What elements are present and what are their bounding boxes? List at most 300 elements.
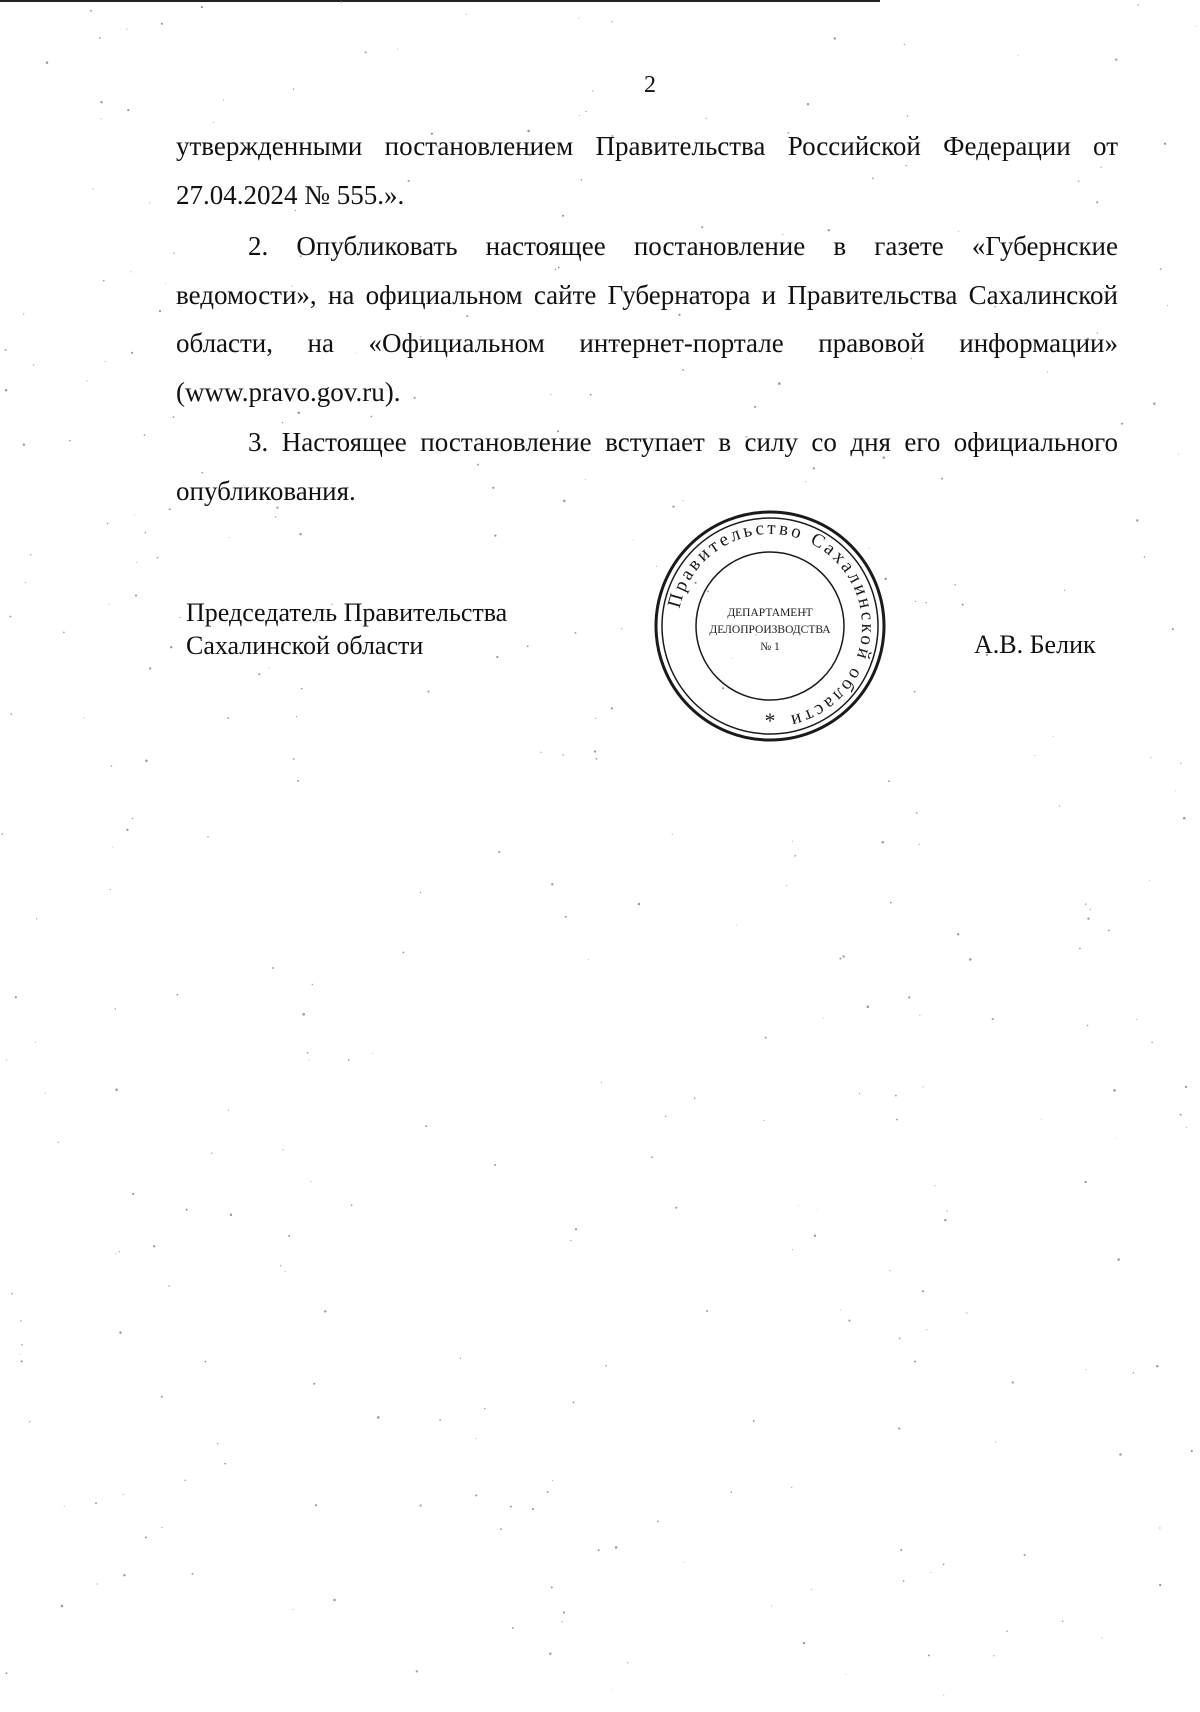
- scan-noise-speck: [149, 667, 151, 669]
- scan-noise-speck: [922, 1086, 923, 1087]
- scan-noise-speck: [532, 1508, 534, 1510]
- scan-noise-speck: [99, 37, 101, 39]
- scan-noise-speck: [168, 1285, 169, 1286]
- scan-noise-speck: [115, 1089, 118, 1092]
- scan-noise-speck: [293, 88, 294, 89]
- page-number: 2: [644, 72, 656, 98]
- scan-noise-speck: [285, 1271, 286, 1272]
- scan-noise-speck: [136, 562, 137, 563]
- scan-noise-speck: [957, 933, 959, 935]
- scan-noise-speck: [333, 1599, 336, 1602]
- scan-noise-speck: [1185, 1086, 1187, 1088]
- scan-noise-speck: [890, 1270, 891, 1271]
- scan-noise-speck: [595, 718, 596, 719]
- scan-noise-speck: [36, 918, 37, 919]
- scan-noise-speck: [1172, 628, 1174, 630]
- scan-noise-speck: [792, 841, 793, 842]
- scan-noise-speck: [227, 717, 229, 719]
- scan-noise-speck: [149, 202, 150, 203]
- scan-noise-speck: [1159, 1584, 1161, 1586]
- scan-noise-speck: [562, 754, 563, 755]
- scan-noise-speck: [1153, 402, 1155, 404]
- scan-noise-speck: [45, 1093, 46, 1094]
- scan-noise-speck: [1175, 791, 1176, 792]
- scan-noise-speck: [527, 645, 529, 647]
- document-body: [176, 122, 1118, 517]
- scan-noise-speck: [946, 1210, 947, 1211]
- scan-noise-speck: [153, 1245, 155, 1247]
- scan-noise-speck: [930, 1572, 931, 1573]
- scan-noise-speck: [308, 1060, 309, 1061]
- scan-noise-speck: [425, 1125, 427, 1127]
- scan-noise-speck: [890, 902, 892, 904]
- scan-noise-speck: [484, 1408, 486, 1410]
- scan-noise-speck: [811, 1589, 812, 1590]
- scan-noise-speck: [1, 833, 3, 835]
- scan-noise-speck: [416, 1670, 418, 1672]
- scan-noise-speck: [313, 1383, 315, 1385]
- scan-noise-speck: [63, 631, 65, 633]
- scan-noise-speck: [907, 115, 909, 117]
- scan-noise-speck: [1059, 805, 1060, 806]
- scan-noise-speck: [798, 1205, 799, 1206]
- scan-noise-speck: [161, 1527, 162, 1528]
- scan-noise-speck: [293, 758, 295, 760]
- scan-noise-speck: [192, 1573, 194, 1575]
- scan-noise-speck: [95, 1502, 97, 1504]
- scan-noise-speck: [1183, 817, 1186, 820]
- scan-noise-speck: [763, 1120, 764, 1121]
- scan-noise-speck: [552, 1480, 553, 1481]
- scan-noise-speck: [1090, 909, 1091, 910]
- paragraph-effective-date: 3. Настоящее постановление вступает в силу со дня его официального опубликования.: [176, 427, 1118, 506]
- scan-noise-speck: [926, 602, 927, 603]
- scan-noise-speck: [888, 780, 890, 782]
- scan-noise-speck: [918, 844, 919, 845]
- scan-noise-speck: [565, 916, 567, 918]
- scan-noise-speck: [1117, 1258, 1120, 1261]
- scan-noise-speck: [944, 1219, 946, 1221]
- scan-noise-speck: [58, 1142, 59, 1143]
- scan-noise-speck: [21, 1344, 23, 1346]
- scan-noise-speck: [512, 1627, 514, 1629]
- scan-noise-speck: [794, 855, 796, 857]
- scan-noise-speck: [771, 1606, 772, 1607]
- scan-noise-speck: [6, 1672, 8, 1674]
- scan-noise-speck: [297, 780, 299, 782]
- scan-noise-speck: [694, 1097, 696, 1099]
- scan-noise-speck: [494, 534, 496, 536]
- scan-noise-speck: [108, 604, 109, 605]
- scan-noise-speck: [510, 1506, 512, 1508]
- scan-noise-speck: [675, 1207, 677, 1209]
- scan-noise-speck: [348, 1059, 350, 1061]
- scan-noise-speck: [126, 829, 128, 831]
- scan-noise-speck: [627, 1662, 628, 1663]
- scan-noise-speck: [683, 1562, 684, 1563]
- scan-noise-speck: [84, 717, 85, 718]
- scan-noise-speck: [130, 271, 131, 272]
- scan-noise-speck: [61, 1605, 64, 1608]
- scan-noise-speck: [1149, 880, 1150, 881]
- scan-noise-speck: [201, 6, 203, 8]
- scan-noise-speck: [111, 765, 112, 766]
- scan-noise-speck: [217, 1443, 218, 1444]
- scan-noise-speck: [914, 691, 916, 693]
- scan-noise-speck: [807, 103, 809, 105]
- scan-noise-speck: [578, 17, 579, 18]
- scan-noise-speck: [547, 1491, 549, 1493]
- scan-noise-speck: [549, 1653, 551, 1655]
- scan-noise-speck: [706, 118, 707, 119]
- scan-noise-speck: [23, 313, 24, 314]
- scan-noise-speck: [144, 434, 146, 436]
- scan-noise-speck: [1062, 1620, 1063, 1621]
- scan-noise-speck: [134, 514, 135, 515]
- seal-star-icon: *: [764, 708, 776, 733]
- scan-noise-speck: [104, 361, 105, 362]
- scan-noise-speck: [1178, 454, 1179, 455]
- scan-noise-speck: [123, 1494, 124, 1495]
- scan-noise-speck: [792, 1249, 793, 1250]
- scan-noise-speck: [1053, 736, 1054, 737]
- scan-noise-speck: [21, 1360, 23, 1362]
- scan-noise-speck: [177, 994, 179, 996]
- scan-noise-speck: [848, 1320, 850, 1322]
- scan-noise-speck: [786, 885, 787, 886]
- scan-noise-speck: [928, 1654, 930, 1656]
- scan-noise-speck: [1035, 755, 1036, 756]
- scan-noise-speck: [573, 1401, 575, 1403]
- scan-noise-speck: [372, 1053, 373, 1054]
- scan-noise-speck: [100, 101, 102, 103]
- scan-noise-speck: [834, 37, 836, 39]
- scan-noise-speck: [25, 582, 26, 583]
- scan-noise-speck: [1024, 1554, 1026, 1556]
- scan-noise-speck: [145, 532, 147, 534]
- scan-noise-speck: [579, 115, 580, 116]
- scan-noise-speck: [922, 1290, 924, 1292]
- scan-noise-speck: [1196, 26, 1197, 27]
- scan-noise-speck: [570, 1240, 571, 1241]
- scan-noise-speck: [186, 1209, 188, 1211]
- scan-noise-speck: [895, 1095, 897, 1097]
- scan-noise-speck: [1180, 1114, 1182, 1116]
- scan-noise-speck: [296, 716, 297, 717]
- scan-noise-speck: [20, 1320, 22, 1322]
- scan-noise-speck: [69, 440, 71, 442]
- scan-noise-speck: [1108, 930, 1110, 932]
- scan-noise-speck: [1186, 1127, 1187, 1128]
- scan-noise-speck: [1115, 58, 1117, 60]
- scan-noise-speck: [611, 707, 613, 709]
- scan-noise-speck: [439, 1419, 441, 1421]
- scan-noise-speck: [900, 1549, 902, 1551]
- scan-noise-speck: [365, 51, 367, 53]
- scan-noise-speck: [87, 380, 88, 381]
- scan-noise-speck: [29, 1421, 30, 1422]
- scan-noise-speck: [145, 1537, 147, 1539]
- scan-noise-speck: [966, 1312, 967, 1313]
- scan-noise-speck: [575, 632, 577, 634]
- scan-noise-speck: [397, 49, 398, 50]
- scan-noise-speck: [898, 1428, 900, 1430]
- scan-noise-speck: [301, 688, 303, 690]
- scan-noise-speck: [1164, 143, 1166, 145]
- scan-noise-speck: [173, 416, 175, 418]
- scan-noise-speck: [127, 109, 129, 111]
- scan-noise-speck: [1150, 757, 1151, 758]
- scan-noise-speck: [103, 280, 105, 282]
- scan-noise-speck: [943, 1695, 944, 1696]
- scan-noise-speck: [132, 1193, 134, 1195]
- scan-noise-speck: [126, 29, 127, 30]
- scan-noise-speck: [377, 1416, 380, 1419]
- scan-noise-speck: [657, 1521, 659, 1523]
- scan-noise-speck: [33, 364, 34, 365]
- scan-noise-speck: [115, 1253, 116, 1254]
- scan-noise-speck: [351, 1204, 353, 1206]
- scan-noise-speck: [992, 1018, 994, 1020]
- scan-noise-speck: [299, 533, 301, 535]
- scan-noise-speck: [765, 1037, 767, 1039]
- scan-noise-speck: [867, 1006, 870, 1009]
- scan-noise-speck: [15, 996, 17, 998]
- scan-noise-speck: [1136, 519, 1138, 521]
- scan-noise-speck: [943, 1564, 945, 1566]
- scan-noise-speck: [621, 628, 622, 629]
- scan-noise-speck: [10, 713, 12, 715]
- scan-noise-speck: [5, 349, 7, 351]
- scan-noise-speck: [157, 557, 159, 559]
- scan-noise-speck: [324, 1310, 326, 1312]
- scan-noise-speck: [1144, 556, 1146, 558]
- scan-noise-speck: [427, 691, 429, 693]
- scan-noise-speck: [159, 310, 161, 312]
- scan-noise-speck: [184, 1480, 186, 1482]
- scan-noise-speck: [165, 283, 166, 284]
- paragraph-publication: 2. Опубликовать настоящее постановление в газете «Губернские ведомости», на официальном сайте Губернатора и Правительства Сахалинской области, на «Официальном интернет-портале правовой информации» (www.pravo.gov.ru).: [176, 231, 1118, 407]
- scan-noise-speck: [1167, 305, 1168, 306]
- scan-noise-speck: [1087, 1025, 1089, 1027]
- scan-noise-speck: [736, 924, 737, 925]
- scan-noise-speck: [706, 1310, 708, 1312]
- scan-noise-speck: [475, 1494, 477, 1496]
- scan-noise-speck: [272, 967, 274, 969]
- scan-noise-speck: [551, 883, 553, 885]
- seal-center-line-1: ДЕПАРТАМЕНТ: [727, 607, 813, 619]
- scan-noise-speck: [6, 1060, 7, 1061]
- scan-noise-speck: [753, 1420, 755, 1422]
- scan-noise-speck: [563, 1612, 565, 1614]
- scan-noise-speck: [1006, 1631, 1008, 1633]
- scan-noise-speck: [169, 508, 171, 510]
- scan-noise-speck: [112, 847, 113, 848]
- scan-noise-speck: [962, 604, 964, 606]
- scan-noise-speck: [223, 99, 224, 100]
- scan-noise-speck: [420, 892, 421, 893]
- scan-noise-speck: [915, 601, 916, 602]
- scan-noise-speck: [420, 1504, 422, 1506]
- signatory-position-line-1: Председатель Правительства: [186, 598, 508, 627]
- scan-noise-speck: [204, 1361, 206, 1363]
- scan-noise-speck: [145, 759, 148, 762]
- scan-noise-speck: [1136, 1019, 1137, 1020]
- scan-noise-speck: [310, 1181, 311, 1182]
- scan-noise-speck: [315, 1504, 317, 1506]
- scan-noise-speck: [1160, 268, 1162, 270]
- scan-noise-speck: [881, 841, 884, 844]
- scan-noise-speck: [575, 1228, 577, 1230]
- scan-noise-speck: [498, 851, 500, 853]
- paragraph-continuation: утвержденными постановлением Правительства Российской Федерации от 27.04.2024 № 555.».: [176, 131, 1118, 210]
- scan-noise-speck: [283, 1149, 284, 1150]
- scan-noise-speck: [611, 1689, 612, 1690]
- scan-noise-speck: [605, 1365, 607, 1367]
- scan-noise-speck: [846, 1674, 847, 1675]
- scan-noise-speck: [840, 1310, 841, 1311]
- scan-noise-speck: [633, 539, 634, 540]
- scan-noise-speck: [460, 1358, 461, 1359]
- scan-noise-speck: [914, 1360, 916, 1362]
- scan-noise-speck: [119, 1251, 120, 1252]
- scan-noise-speck: [224, 1463, 226, 1465]
- scan-noise-speck: [588, 959, 589, 960]
- scan-noise-speck: [280, 1265, 281, 1266]
- scan-noise-speck: [1012, 1381, 1014, 1383]
- scan-noise-speck: [601, 1082, 602, 1083]
- scan-noise-speck: [93, 189, 94, 190]
- scan-noise-speck: [258, 673, 260, 675]
- scan-noise-speck: [402, 951, 404, 953]
- scan-noise-speck: [1113, 1089, 1116, 1092]
- scan-noise-speck: [9, 616, 11, 618]
- scan-noise-speck: [500, 1528, 502, 1530]
- scan-noise-speck: [665, 1115, 667, 1117]
- scan-noise-speck: [341, 1, 343, 3]
- scan-noise-speck: [969, 958, 972, 961]
- scan-noise-speck: [611, 21, 612, 22]
- scan-noise-speck: [123, 1574, 125, 1576]
- scan-noise-speck: [207, 836, 209, 838]
- scan-noise-speck: [110, 889, 111, 890]
- scan-noise-speck: [35, 1042, 36, 1043]
- scan-noise-speck: [540, 752, 541, 753]
- scan-noise-speck: [823, 1018, 824, 1019]
- scan-noise-speck: [211, 1153, 212, 1154]
- scan-noise-speck: [995, 1442, 996, 1443]
- scan-noise-speck: [903, 1580, 905, 1582]
- scan-noise-speck: [561, 1621, 562, 1622]
- scan-noise-speck: [1085, 1369, 1086, 1370]
- scan-noise-speck: [46, 61, 49, 64]
- scan-noise-speck: [1018, 55, 1019, 56]
- scan-noise-speck: [1084, 1181, 1086, 1183]
- scan-noise-speck: [1041, 1119, 1042, 1120]
- scan-noise-speck: [97, 1583, 98, 1584]
- scan-noise-speck: [899, 1338, 901, 1340]
- scan-noise-speck: [1087, 917, 1089, 919]
- scan-noise-speck: [908, 996, 910, 998]
- scan-noise-speck: [803, 1642, 805, 1644]
- scan-noise-speck: [107, 523, 109, 525]
- scan-noise-speck: [1101, 1637, 1102, 1638]
- scan-noise-speck: [1151, 1042, 1152, 1043]
- scan-noise-speck: [101, 118, 102, 119]
- scan-noise-speck: [843, 955, 845, 957]
- scan-noise-speck: [228, 1109, 229, 1110]
- scan-noise-speck: [90, 10, 92, 12]
- scan-noise-speck: [1156, 1365, 1158, 1367]
- scan-noise-speck: [896, 1119, 898, 1121]
- scan-noise-speck: [839, 957, 841, 959]
- scan-noise-speck: [1079, 948, 1081, 950]
- scan-noise-speck: [307, 1052, 309, 1054]
- scan-noise-speck: [466, 14, 467, 15]
- scan-noise-speck: [904, 44, 905, 45]
- scan-noise-speck: [161, 1396, 163, 1398]
- scan-noise-speck: [993, 1655, 994, 1656]
- scan-noise-speck: [919, 1015, 920, 1016]
- scan-noise-speck: [302, 1013, 305, 1016]
- scan-noise-speck: [551, 1586, 553, 1588]
- scan-noise-speck: [1159, 1527, 1160, 1528]
- scan-noise-speck: [312, 984, 313, 985]
- seal-center-line-3: № 1: [760, 641, 780, 653]
- scan-noise-speck: [161, 23, 163, 25]
- scan-noise-speck: [731, 1491, 733, 1493]
- scan-noise-speck: [1138, 4, 1139, 5]
- signatory-position-line-2: Сахалинской области: [186, 631, 424, 660]
- scan-noise-speck: [179, 617, 180, 618]
- scan-noise-speck: [817, 1209, 818, 1210]
- scan-noise-speck: [293, 1609, 294, 1610]
- scan-noise-speck: [1085, 903, 1087, 905]
- scan-noise-speck: [859, 1093, 860, 1094]
- scan-noise-speck: [916, 812, 918, 814]
- seal-outer-text: Правительство Сахалинской области: [663, 517, 879, 733]
- scan-noise-speck: [23, 444, 25, 446]
- official-seal: [650, 506, 890, 746]
- scan-noise-speck: [638, 903, 641, 906]
- scan-noise-speck: [598, 1549, 600, 1551]
- scan-noise-speck: [20, 1354, 21, 1355]
- scan-noise-speck: [954, 584, 956, 586]
- scan-noise-speck: [132, 818, 134, 820]
- scan-noise-speck: [30, 554, 31, 555]
- scan-noise-speck: [64, 1506, 65, 1507]
- seal-icon: [650, 506, 890, 746]
- scan-noise-speck: [596, 758, 598, 760]
- scan-noise-speck: [1133, 1372, 1135, 1374]
- scan-noise-speck: [585, 111, 586, 112]
- scan-noise-speck: [934, 1185, 935, 1186]
- scan-noise-speck: [230, 1214, 232, 1216]
- scan-noise-speck: [229, 537, 230, 538]
- scan-noise-speck: [592, 90, 593, 91]
- signatory-position: [186, 596, 507, 662]
- scan-noise-speck: [11, 1293, 13, 1295]
- scan-noise-speck: [1064, 590, 1065, 591]
- signatory-name: А.В. Белик: [974, 630, 1096, 659]
- scan-noise-speck: [926, 1329, 927, 1330]
- scan-noise-speck: [791, 1487, 792, 1488]
- scan-noise-speck: [1180, 763, 1181, 764]
- seal-center-line-2: ДЕЛОПРОИЗВОДСТВА: [709, 624, 831, 636]
- scan-noise-speck: [135, 595, 137, 597]
- scan-noise-speck: [170, 646, 172, 648]
- scan-noise-speck: [115, 1008, 116, 1009]
